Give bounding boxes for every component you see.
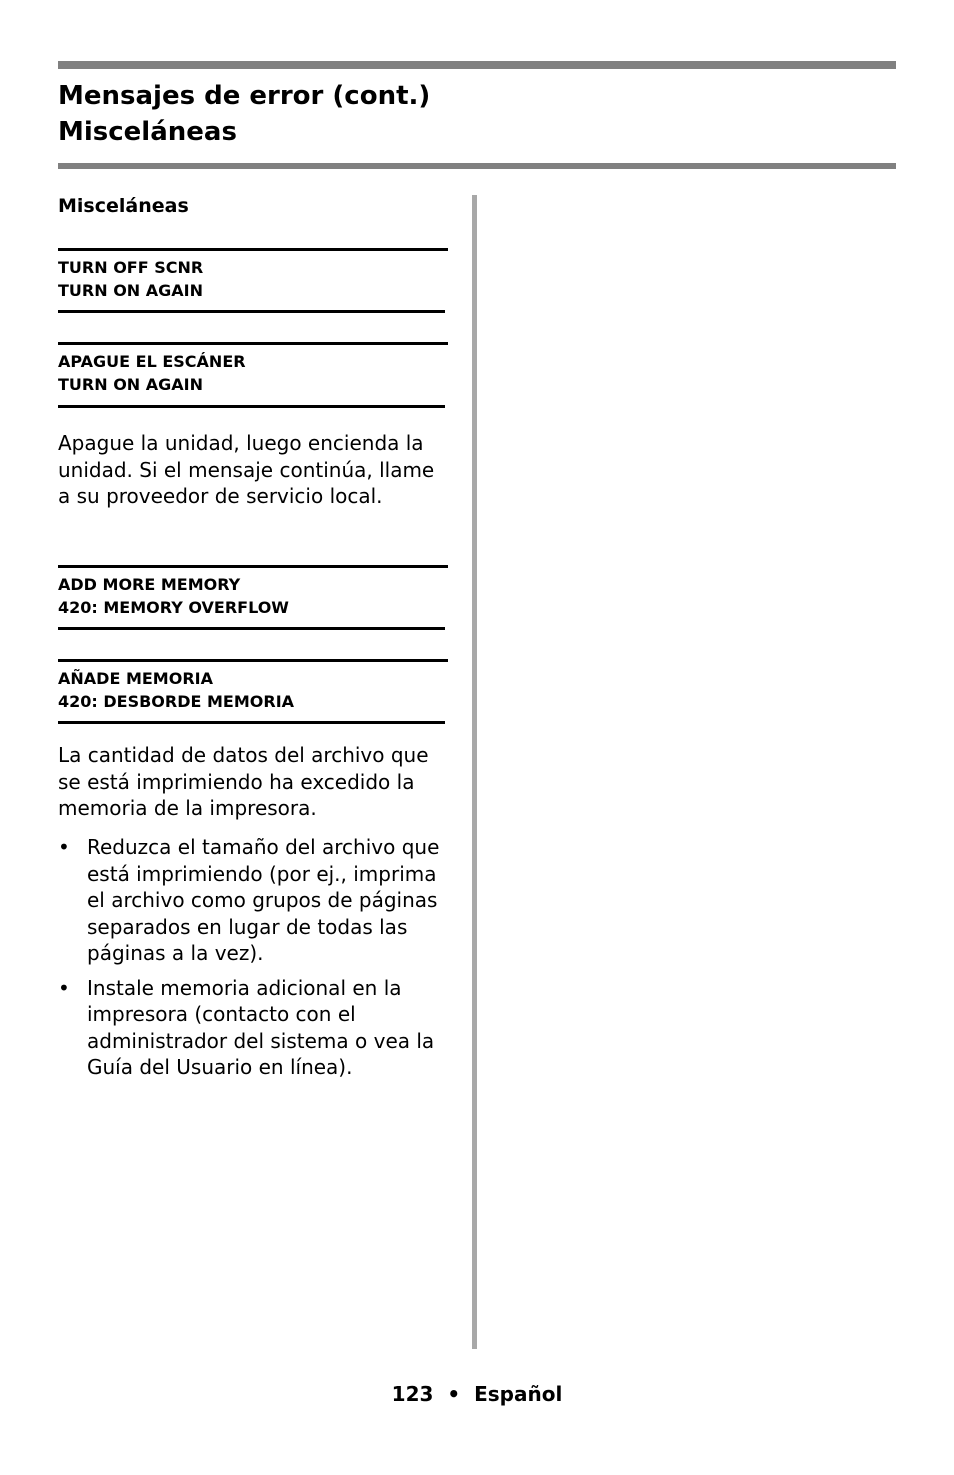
footer-language: Español: [474, 1382, 563, 1406]
page-title-line-1: Mensajes de error (cont.): [58, 81, 431, 111]
list-item: [58, 975, 450, 1081]
header-bottom-rule: [58, 163, 896, 169]
error-message-text: [58, 667, 294, 713]
message-box-bottom-rule: [58, 405, 445, 408]
message-box-top-rule: [58, 248, 448, 251]
message-box-top-rule: [58, 565, 448, 568]
error-message-text: [58, 350, 246, 396]
error-message-line: APAGUE EL ESCÁNER: [58, 352, 246, 371]
bullet-icon: •: [58, 975, 70, 1000]
memory-actions-list: [58, 834, 450, 1089]
bullet-icon: •: [58, 835, 70, 859]
message-box-bottom-rule: [58, 310, 445, 313]
error-message-line: AÑADE MEMORIA: [58, 669, 213, 688]
error-message-line: TURN ON AGAIN: [58, 375, 203, 394]
error-message-box: [58, 248, 448, 316]
error-message-text: [58, 573, 289, 619]
list-item-text: Instale memoria adicional en la impresora (contacto con el administrador del sistema o vea la Guía del Usuario en línea).: [87, 975, 435, 1079]
error-message-line: 420: DESBORDE MEMORIA: [58, 692, 295, 711]
page-title-line-2: Misceláneas: [58, 117, 237, 147]
scanner-instructions: Apague la unidad, luego encienda la unidad. Si el mensaje continúa, llame a su proveedor de servicio local.: [58, 431, 435, 508]
message-box-bottom-rule: [58, 627, 445, 630]
error-message-box: [58, 342, 448, 410]
error-message-line: TURN ON AGAIN: [58, 281, 203, 300]
section-heading: Misceláneas: [58, 195, 189, 217]
list-item-text: Reduzca el tamaño del archivo que está imprimiendo (por ej., imprima el archivo como grupos de páginas separados en lugar de todas las páginas a la vez).: [87, 835, 440, 965]
error-message-box: [58, 565, 448, 633]
page-title: [58, 78, 430, 150]
memory-description: La cantidad de datos del archivo que se está imprimiendo ha excedido la memoria de la impresora.: [58, 743, 429, 820]
page-footer: [0, 1380, 954, 1408]
list-item: [58, 834, 450, 967]
page-number: 123: [391, 1382, 434, 1406]
message-box-top-rule: [58, 659, 448, 662]
error-message-line: TURN OFF SCNR: [58, 258, 204, 277]
column-divider: [472, 195, 477, 1349]
error-message-line: ADD MORE MEMORY: [58, 575, 241, 594]
header-top-rule: [58, 61, 896, 69]
error-message-box: [58, 659, 448, 727]
message-box-bottom-rule: [58, 721, 445, 724]
footer-separator: •: [447, 1382, 461, 1406]
message-box-top-rule: [58, 342, 448, 345]
error-message-text: [58, 256, 203, 302]
error-message-line: 420: MEMORY OVERFLOW: [58, 598, 289, 617]
